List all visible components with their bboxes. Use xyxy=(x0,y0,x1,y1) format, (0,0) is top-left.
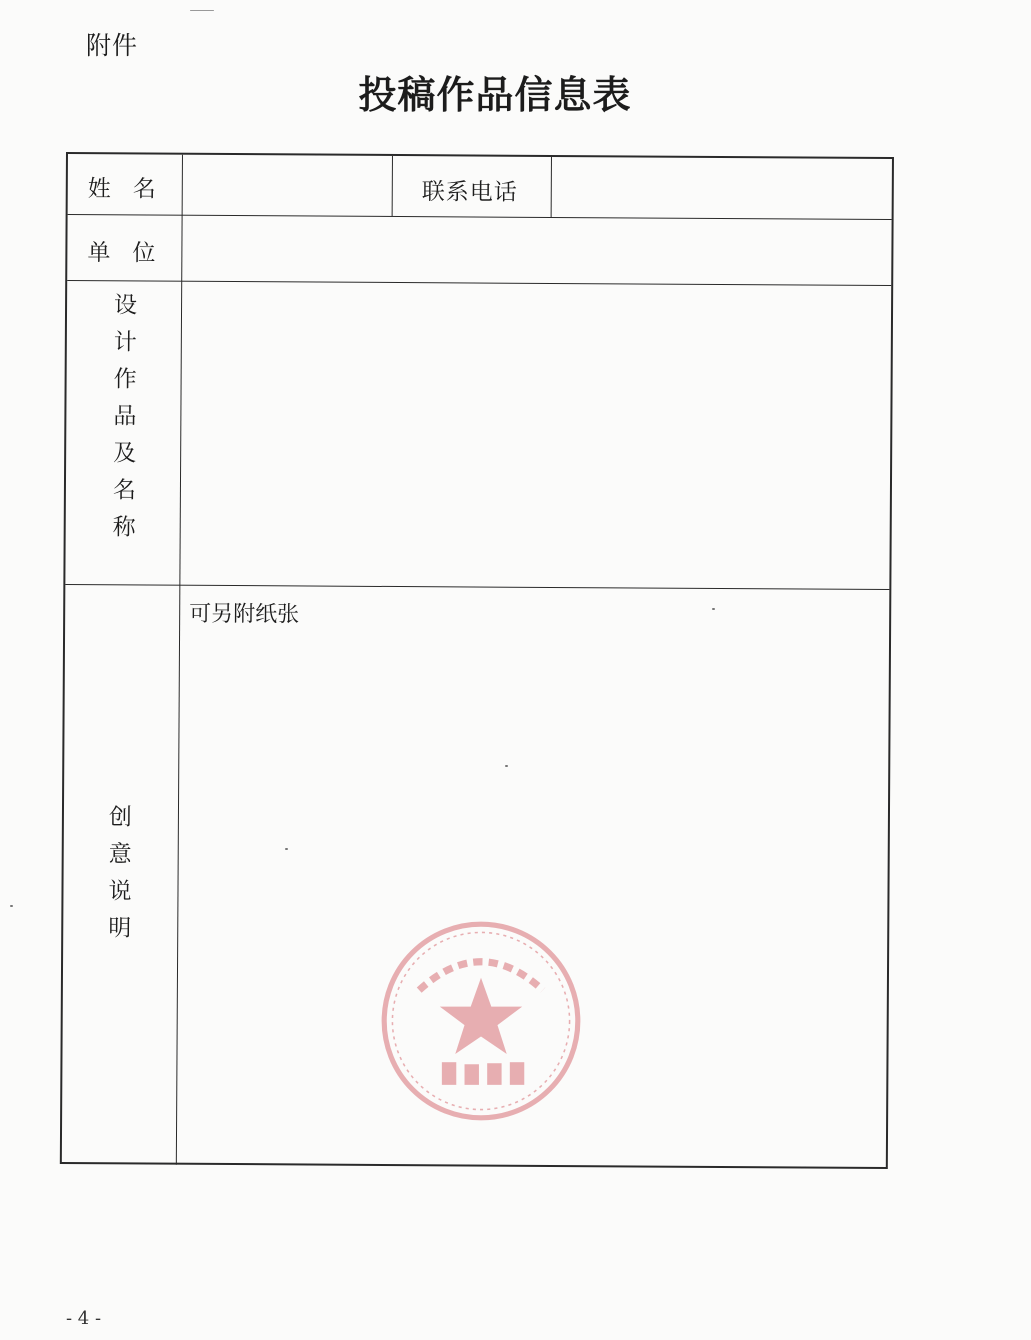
attachment-label: 附件 xyxy=(86,31,139,60)
phone-field[interactable] xyxy=(553,159,891,217)
design-work-label: 设计作品及名称 xyxy=(108,292,137,552)
name-field[interactable] xyxy=(184,157,390,214)
scan-speck xyxy=(712,608,715,610)
official-seal-stamp xyxy=(378,918,584,1124)
name-label: 姓名 xyxy=(87,176,178,203)
phone-label: 联系电话 xyxy=(421,179,518,206)
scan-speck xyxy=(285,848,288,850)
concept-note: 可另附纸张 xyxy=(189,601,300,628)
scan-speck xyxy=(10,905,13,907)
name-value-divider xyxy=(392,156,393,216)
unit-field[interactable] xyxy=(183,217,891,283)
page-number: - 4 - xyxy=(66,1308,102,1329)
form-title: 投稿作品信息表 xyxy=(358,72,632,117)
unit-label: 单位 xyxy=(87,240,178,267)
scan-speck xyxy=(505,765,508,767)
scan-speck xyxy=(190,10,214,11)
design-work-field[interactable] xyxy=(181,283,891,587)
concept-label: 创意说明 xyxy=(104,804,132,953)
